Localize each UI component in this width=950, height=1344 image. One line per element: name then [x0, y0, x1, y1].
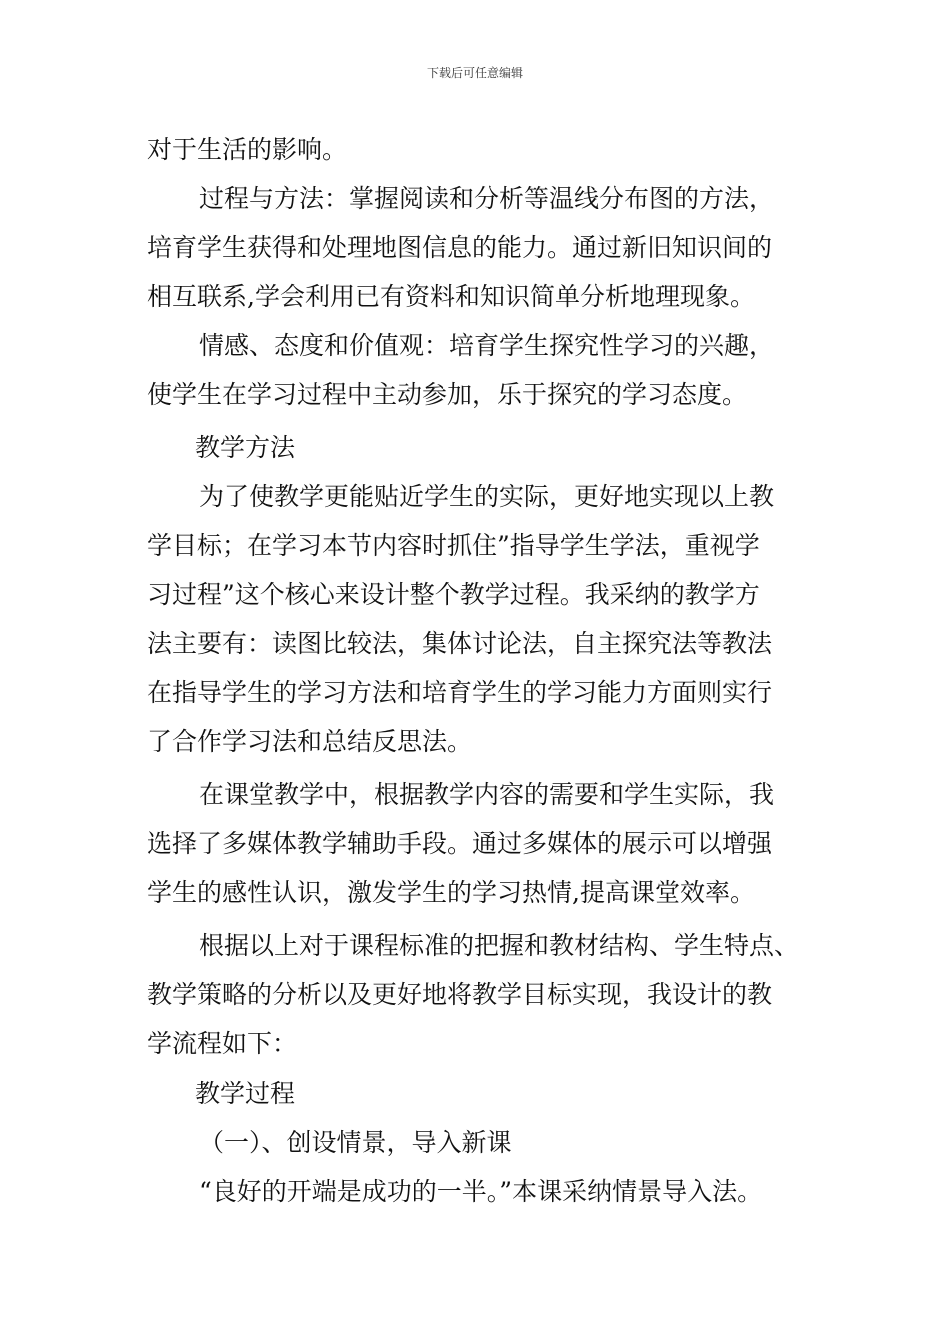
- body-line: 情感、态度和价值观：培育学生探究性学习的兴趣，: [199, 331, 775, 360]
- body-line: 过程与方法：掌握阅读和分析等温线分布图的方法，: [199, 184, 775, 213]
- body-line: 相互联系,学会利用已有资料和知识简单分析地理现象。: [147, 282, 755, 311]
- body-line: 教学策略的分析以及更好地将教学目标实现，我设计的教: [147, 980, 773, 1009]
- body-line: 学流程如下：: [147, 1029, 298, 1058]
- body-line: 在课堂教学中，根据教学内容的需要和学生实际，我: [199, 780, 775, 809]
- page-header: 下载后可任意编辑: [426, 66, 523, 80]
- body-line: 选择了多媒体教学辅助手段。通过多媒体的展示可以增强: [147, 829, 773, 858]
- body-line: 学目标；在学习本节内容时抓住”指导学生学法，重视学: [147, 531, 760, 560]
- body-line: “良好的开端是成功的一半。”本课采纳情景导入法。: [199, 1177, 763, 1206]
- body-line: 培育学生获得和处理地图信息的能力。通过新旧知识间的: [147, 233, 773, 262]
- body-line: 为了使教学更能贴近学生的实际，更好地实现以上教: [199, 482, 775, 511]
- body-line: 习过程”这个核心来设计整个教学过程。我采纳的教学方: [147, 580, 760, 609]
- body-line: 在指导学生的学习方法和培育学生的学习能力方面则实行: [147, 678, 773, 707]
- section-heading: 教学过程: [195, 1079, 296, 1108]
- body-line: 了合作学习法和总结反思法。: [147, 727, 473, 756]
- body-line: 使学生在学习过程中主动参加，乐于探究的学习态度。: [147, 380, 748, 409]
- subsection-heading: （一）、创设情景，导入新课: [199, 1128, 512, 1157]
- body-line: 根据以上对于课程标准的把握和教材结构、学生特点、: [199, 931, 800, 960]
- body-line: 对于生活的影响。: [147, 135, 348, 164]
- body-line: 学生的感性认识，激发学生的学习热情,提高课堂效率。: [147, 878, 755, 907]
- body-line: 法主要有：读图比较法，集体讨论法，自主探究法等教法: [147, 629, 773, 658]
- section-heading: 教学方法: [195, 433, 296, 462]
